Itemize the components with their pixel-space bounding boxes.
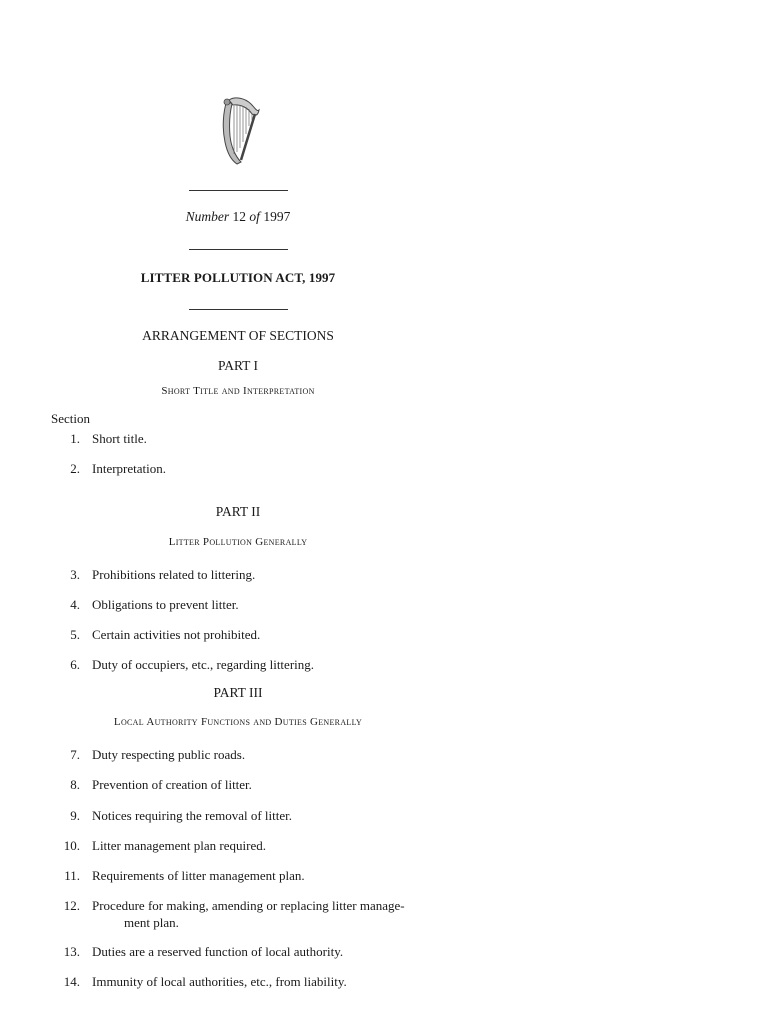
section-title-continuation: ment plan. — [124, 915, 179, 930]
section-title: Duties are a reserved function of local authority. — [92, 944, 344, 959]
section-number: 9. — [70, 808, 80, 823]
section-title: Interpretation. — [92, 461, 166, 476]
part-subtitle: Litter Pollution Generally — [168, 536, 308, 548]
section-title: Notices requiring the removal of litter. — [92, 808, 292, 823]
section-number: 7. — [70, 747, 80, 762]
section-title: Procedure for making, amending or replacing litter manage- — [92, 898, 405, 913]
section-title-wrap — [92, 897, 442, 931]
act-title: LITTER POLLUTION ACT, 1997 — [140, 270, 336, 285]
section-number: 10. — [63, 838, 80, 853]
part-heading: PART I — [217, 358, 259, 373]
arrangement-heading: ARRANGEMENT OF SECTIONS — [142, 328, 334, 343]
section-number: 14. — [63, 974, 80, 989]
section-title: Prevention of creation of litter. — [92, 777, 252, 792]
part-heading: PART II — [215, 504, 261, 519]
number-value: 12 — [232, 209, 247, 224]
section-title: Litter management plan required. — [92, 838, 266, 853]
section-number: 6. — [70, 657, 80, 672]
section-title: Duty of occupiers, etc., regarding littering. — [92, 657, 315, 672]
section-number: 1. — [70, 431, 80, 446]
toc-entry[interactable] — [0, 897, 520, 931]
act-year: 1997 — [263, 209, 291, 224]
section-title: Certain activities not prohibited. — [92, 627, 261, 642]
divider-rule — [189, 309, 288, 310]
section-number: 11. — [64, 868, 80, 883]
number-word: Number — [185, 209, 230, 224]
section-title: Prohibitions related to littering. — [92, 567, 256, 582]
section-title: Immunity of local authorities, etc., from liability. — [92, 974, 347, 989]
section-number: 3. — [70, 567, 80, 582]
section-number: 2. — [70, 461, 80, 476]
section-column-label: Section — [51, 411, 90, 426]
section-title: Requirements of litter management plan. — [92, 868, 305, 883]
section-number: 12. — [63, 898, 80, 913]
section-number: 13. — [63, 944, 80, 959]
section-title: Duty respecting public roads. — [92, 747, 246, 762]
part-heading: PART III — [213, 685, 263, 700]
harp-emblem-icon — [217, 94, 261, 166]
act-number — [0, 209, 476, 225]
section-title: Short title. — [92, 431, 147, 446]
section-number: 8. — [70, 777, 80, 792]
divider-rule — [189, 249, 288, 250]
of-word: of — [249, 209, 260, 224]
section-number: 4. — [70, 597, 80, 612]
section-title: Obligations to prevent litter. — [92, 597, 239, 612]
part-subtitle: Short Title and Interpretation — [161, 385, 315, 397]
section-number: 5. — [70, 627, 80, 642]
part-subtitle: Local Authority Functions and Duties Generally — [113, 716, 363, 728]
divider-rule — [189, 190, 288, 191]
